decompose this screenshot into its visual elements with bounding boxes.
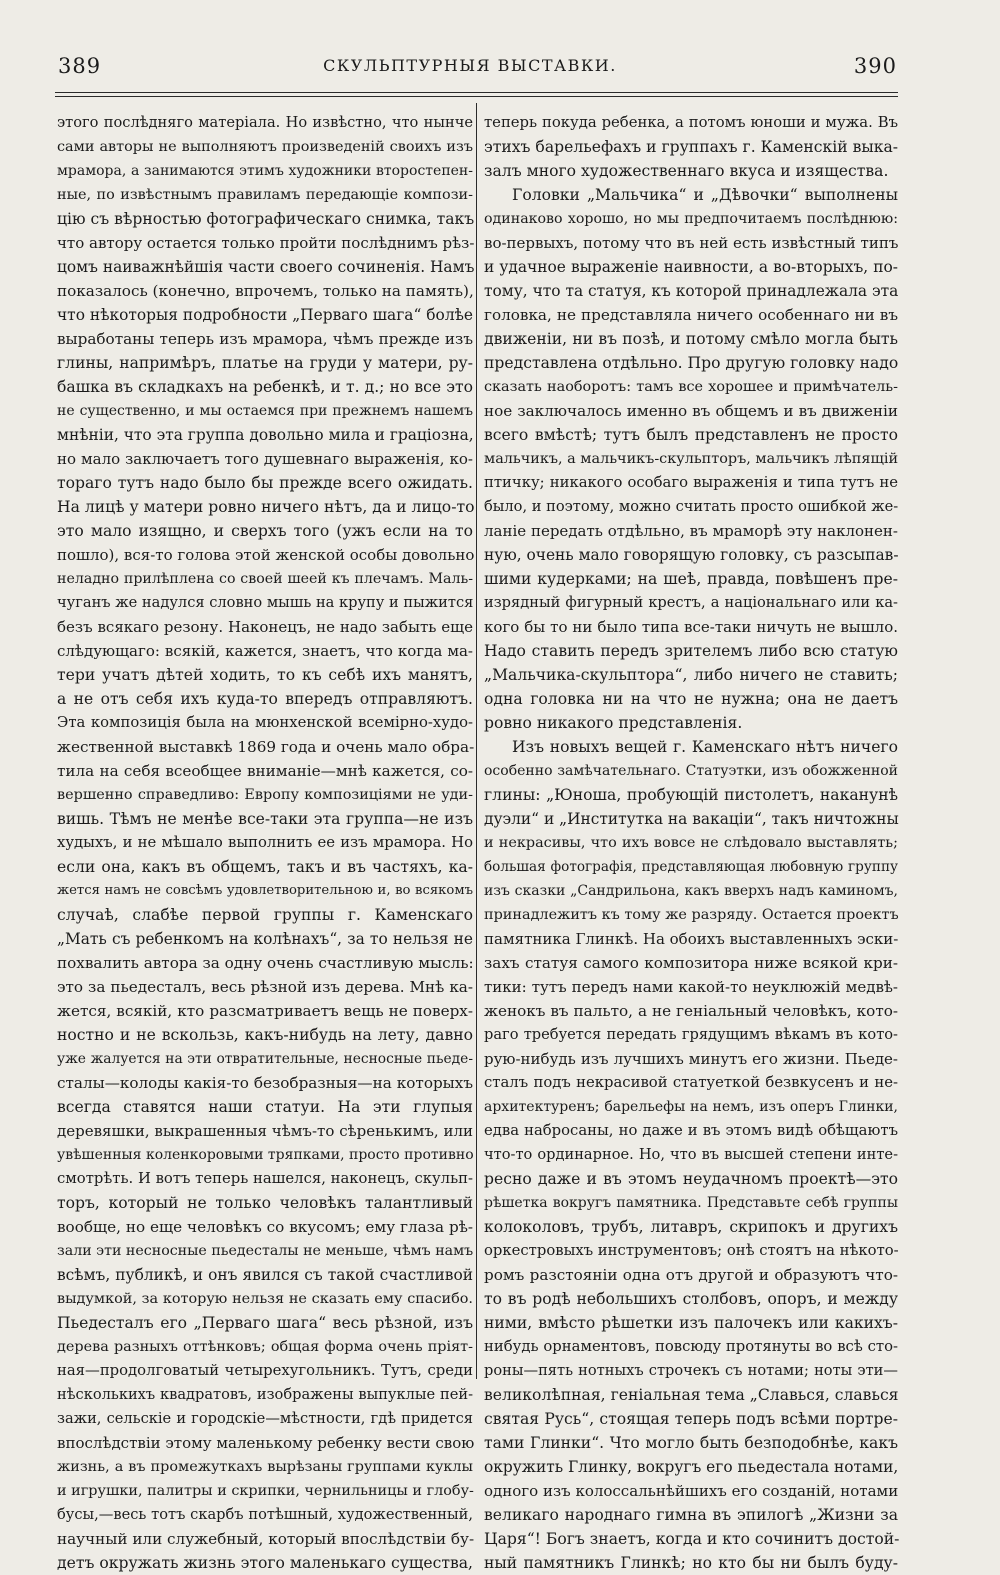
text-line: святая Русь“, стоящая теперь подъ всѣми портре- <box>484 1410 898 1428</box>
text-line: сами авторы не выполняютъ произведеній своихъ изъ <box>57 139 473 155</box>
text-line: зали эти несносные пьедесталы не меньше, чѣмъ намъ <box>57 1243 474 1259</box>
text-line: глины: „Юноша, пробующій пистолетъ, наканунѣ <box>484 786 898 804</box>
running-title: СКУЛЬПТУРНЫЯ ВЫСТАВКИ. <box>323 56 617 75</box>
text-line: мальчикъ, а мальчикъ-скульпторъ, мальчикъ лѣпящій <box>484 451 899 467</box>
text-line: вообще, но еще человѣкъ со вкусомъ; ему глаза рѣ- <box>57 1218 473 1236</box>
text-line: детъ окружать жизнь этого маленькаго существа, <box>57 1554 473 1572</box>
text-line: всего вмѣстѣ; тутъ былъ представленъ не просто <box>484 426 898 444</box>
text-line: тораго тутъ надо было бы прежде всего ожидать. <box>57 474 473 492</box>
text-line: тому, что та статуя, къ которой принадлежала эта <box>484 282 899 300</box>
text-line: движеніи, ни въ позѣ, и потому смѣло могла быть <box>484 330 898 348</box>
text-line: окружить Глинку, вокругъ его пьедестала нотами, <box>484 1458 899 1476</box>
text-line: изрядный фигурный крестъ, а національнаго или ка- <box>484 594 898 611</box>
text-line: Головки „Мальчика“ и „Дѣвочки“ выполнены <box>512 186 898 204</box>
text-line: ними, вмѣсто рѣшетки изъ палочекъ или какихъ- <box>484 1314 898 1332</box>
text-line: случаѣ, слабѣе первой группы г. Каменскаго <box>57 906 473 924</box>
text-line: ланіе передать отдѣльно, въ мраморѣ эту наклонен- <box>484 522 898 540</box>
text-line: выдумкой, за которую нельзя не сказать ему спасибо. <box>57 1291 473 1307</box>
text-line: и игрушки, палитры и скрипки, чернильницы и глобу- <box>57 1483 474 1499</box>
left-text-column <box>57 111 475 1572</box>
text-line: дерева разныхъ оттѣнковъ; общая форма очень пріят- <box>57 1339 473 1355</box>
text-line: кого бы то ни было типа все-таки ничуть не вышло. <box>484 618 898 636</box>
text-line: захъ статуя самого композитора ниже всякой кри- <box>484 954 898 972</box>
left-page-number: 389 <box>58 54 102 78</box>
text-line: тики: тутъ передъ нами какой-то неуклюжій медвѣ- <box>484 978 898 996</box>
text-line: нѣсколькихъ квадратовъ, изображены выпуклые пей- <box>57 1386 473 1403</box>
text-line: На лицѣ у матери ровно ничего нѣтъ, да и лицо-то <box>57 498 475 516</box>
text-line: цію съ вѣрностью фотографическаго снимка, такъ <box>57 210 475 228</box>
text-line: тами Глинки“. Что могло быть безподобнѣе, какъ <box>484 1434 898 1452</box>
text-line: всѣмъ, публикѣ, и онъ явился съ такой счастливой <box>57 1266 473 1284</box>
text-line: что нѣкоторыя подробности „Перваго шага“ болѣе <box>57 306 473 324</box>
text-line: тила на себя всеобщее вниманіе—мнѣ кажется, со- <box>57 762 473 780</box>
text-line: и удачное выраженіе наивности, а во-вторыхъ, по- <box>484 258 898 276</box>
text-line: шими кудерками; на шеѣ, правда, повѣшенъ пре- <box>484 570 898 588</box>
text-line: но мало заключаетъ того душевнаго выраженія, ко- <box>57 450 473 468</box>
text-line: впослѣдствіи этому маленькому ребенку вести свою <box>57 1434 475 1452</box>
text-line: это за пьедесталъ, весь рѣзной изъ дерева. Мнѣ ка- <box>57 978 473 996</box>
text-line: ную, очень мало говорящую головку, съ разсыпав- <box>484 546 899 564</box>
text-line: ный памятникъ Глинкѣ; но кто бы ни былъ буду- <box>484 1554 898 1572</box>
text-line: этого послѣдняго матеріала. Но извѣстно, что нынче <box>57 114 473 131</box>
text-line: увѣшенныя коленкоровыми тряпками, просто противно <box>57 1147 474 1163</box>
text-line: что-то ординарное. Но, что въ высшей степени инте- <box>484 1146 898 1163</box>
text-line: ромъ разстояніи одна отъ другой и образуютъ что- <box>484 1266 898 1284</box>
text-line: деревяшки, выкрашенныя чѣмъ-то сѣренькимъ, или <box>57 1122 473 1140</box>
text-line: торъ, который не только человѣкъ талантливый <box>57 1194 473 1212</box>
text-line: одного изъ колоссальнѣйшихъ его созданій, нотами <box>484 1482 899 1500</box>
text-line: оркестровыхъ инструментовъ; онѣ стоятъ на нѣкото- <box>484 1242 899 1259</box>
text-line: роны—пять нотныхъ строчекъ съ нотами; ноты эти— <box>484 1362 898 1379</box>
text-line: сталъ подъ некрасивой статуеткой безвкусенъ и не- <box>484 1074 898 1091</box>
text-line: головка, не представляла ничего особеннаго ни въ <box>484 306 898 324</box>
text-line: ровно никакого представленія. <box>484 714 743 732</box>
text-line: во-первыхъ, потому что въ ней есть извѣстный типъ <box>484 234 899 252</box>
text-line: Пьедесталъ его „Перваго шага“ весь рѣзной, изъ <box>57 1314 473 1332</box>
text-line: выработаны теперь изъ мрамора, чѣмъ прежде изъ <box>57 330 473 348</box>
text-line: бусы,—весь тотъ скарбъ потѣшный, художественный, <box>57 1506 473 1523</box>
text-line: Эта композиція была на мюнхенской всемірно-худо- <box>57 714 473 731</box>
text-line: худыхъ, и не мѣшало выполнить ее изъ мрамора. Но <box>57 834 473 851</box>
text-line: ресно даже и въ этомъ неудачномъ проектѣ—это <box>484 1170 898 1188</box>
text-line: дуэли“ и „Институтка на вакаціи“, такъ ничтожны <box>484 810 899 828</box>
text-line: Изъ новыхъ вещей г. Каменскаго нѣтъ ничего <box>512 738 898 756</box>
text-line: Надо ставить передъ зрителемъ либо всю статую <box>484 642 898 660</box>
column-divider <box>476 103 477 1379</box>
text-line: смотрѣть. И вотъ теперь нашелся, наконецъ, скульп- <box>57 1170 473 1187</box>
text-line: принадлежитъ къ тому же разряду. Остается проектъ <box>484 907 899 923</box>
text-line: едва набросаны, но даже и въ этомъ видѣ обѣщаютъ <box>484 1122 898 1139</box>
text-line: большая фотографія, представляющая любовную группу <box>484 859 898 875</box>
text-line: одна головка ни на что не нужна; она не даетъ <box>484 690 898 708</box>
text-line: цомъ наиважнѣйшія части своего сочиненія. Намъ <box>57 258 475 276</box>
text-line: глины, напримѣръ, платье на груди у матери, ру- <box>57 354 473 372</box>
text-line: тери учатъ дѣтей ходить, то къ себѣ ихъ манятъ, <box>57 666 473 684</box>
text-line: что автору остается только пройти послѣднимъ рѣз- <box>57 234 475 252</box>
text-line: жется, всякій, кто разсматриваетъ вещь не поверх- <box>57 1002 473 1020</box>
text-line: залъ много художественнаго вкуса и изящества. <box>484 162 889 180</box>
text-line: жется намъ не совсѣмъ удовлетворительною и, во всякомъ <box>57 883 473 898</box>
header-rule <box>55 92 898 93</box>
text-line: изъ сказки „Сандрильона, какъ вверхъ надъ каминомъ, <box>484 883 898 899</box>
text-line: колоколовъ, трубъ, литавръ, скрипокъ и другихъ <box>484 1218 898 1236</box>
text-line: великаго народнаго гимна въ эпилогѣ „Жизни за <box>484 1506 898 1524</box>
text-line: показалось (конечно, впрочемъ, только на память), <box>57 282 474 300</box>
text-line: похвалить автора за одну очень счастливую мысль: <box>57 954 474 972</box>
text-line: было, и поэтому, можно считать просто ошибкой же- <box>484 498 899 515</box>
right-text-column <box>484 111 900 1572</box>
text-line: жизнь, а въ промежуткахъ вырѣзаны группами куклы <box>57 1459 473 1475</box>
text-line: это мало изящно, и сверхъ того (ужъ если на то <box>57 522 473 540</box>
text-line: сказать наоборотъ: тамъ все хорошее и примѣчатель- <box>484 379 898 395</box>
text-line: „Мальчика-скульптора“, либо ничего не ставить; <box>484 666 898 684</box>
text-line: а не отъ себя ихъ куда-то впередъ отправляютъ. <box>57 690 473 708</box>
text-line: башка въ складкахъ на ребенкѣ, и т. д.; но все это <box>57 378 473 396</box>
text-line: мрамора, а занимаются этимъ художники второстепен- <box>57 163 473 179</box>
text-line: слѣдующаго: всякій, кажется, знаетъ, что когда ма- <box>57 642 473 660</box>
text-line: ные, по извѣстнымъ правиламъ передающіе компози- <box>57 187 473 203</box>
text-line: научный или служебный, который впослѣдствіи бу- <box>57 1530 475 1548</box>
text-line: мнѣніи, что эта группа довольно мила и граціозна, <box>57 426 474 444</box>
text-line: рую-нибудь изъ лучшихъ минутъ его жизни. Пьеде- <box>484 1050 898 1068</box>
text-line: памятника Глинкѣ. На обоихъ выставленныхъ эски- <box>484 930 899 948</box>
text-line: и некрасивы, что ихъ вовсе не слѣдовало выставлять; <box>484 835 898 851</box>
text-line: уже жалуется на эти отвратительные, несносные пьеде- <box>57 1051 473 1067</box>
text-line: чуганъ же надулся словно мышь на крупу и пыжится <box>57 594 474 611</box>
text-line: ное заключалось именно въ общемъ и въ движеніи <box>484 402 898 420</box>
text-line: ностно и не вскользь, какъ-нибудь на лету, давно <box>57 1026 473 1044</box>
text-line: сталы—колоды какія-то безобразныя—на которыхъ <box>57 1074 473 1092</box>
text-line: неладно прилѣплена со своей шеей къ плечамъ. Маль- <box>57 571 473 587</box>
text-line: этихъ барельефахъ и группахъ г. Каменскій выка- <box>484 138 899 156</box>
text-line: рѣшетка вокругъ памятника. Представьте себѣ группы <box>484 1195 898 1211</box>
text-line: ная—продолговатый четырехугольникъ. Тутъ, среди <box>57 1362 473 1379</box>
text-line: птичку; никакого особаго выраженія и типа тутъ не <box>484 474 898 491</box>
text-line: нибудь орнаментовъ, повсюду протянуты во всѣ сто- <box>484 1338 898 1355</box>
text-line: теперь покуда ребенка, а потомъ юноши и мужа. Въ <box>484 114 898 131</box>
text-line: не существенно, и мы остаемся при прежнемъ нашемъ <box>57 403 473 419</box>
text-line: то въ родѣ небольшихъ столбовъ, опоръ, и между <box>484 1290 898 1308</box>
text-line: женокъ въ пальто, а не геніальный человѣкъ, кото- <box>484 1002 898 1020</box>
text-line: представлена отдѣльно. Про другую головку надо <box>484 354 899 372</box>
text-line: вишь. Тѣмъ не менѣе все-таки эта группа—не изъ <box>57 810 473 828</box>
text-line: безъ всякаго резону. Наконецъ, не надо забыть еще <box>57 618 473 636</box>
text-line: особенно замѣчательнаго. Статуэтки, изъ обожженной <box>484 763 898 779</box>
text-line: одинаково хорошо, но мы предпочитаемъ послѣднюю: <box>484 211 898 227</box>
text-line: „Мать съ ребенкомъ на колѣнахъ“, за то нельзя не <box>57 930 473 948</box>
text-line: жественной выставкѣ 1869 года и очень мало обра- <box>57 738 475 756</box>
text-line: вершенно справедливо: Европу композиціями не уди- <box>57 787 473 803</box>
text-line: великолѣпная, геніальная тема „Славься, славься <box>484 1386 899 1404</box>
right-page-number: 390 <box>853 54 897 78</box>
text-line: пошло), вся-то голова этой женской особы довольно <box>57 546 475 564</box>
text-line: всегда ставятся наши статуи. На эти глупыя <box>57 1098 473 1116</box>
text-line: Царя“! Богъ знаетъ, когда и кто сочинитъ достой- <box>484 1530 900 1548</box>
text-line: зажи, сельскіе и городскіе—мѣстности, гдѣ придется <box>57 1410 473 1427</box>
text-line: если она, какъ въ общемъ, такъ и въ частяхъ, ка- <box>57 858 473 876</box>
text-line: архитектуренъ; барельефы на немъ, изъ оперъ Глинки, <box>484 1099 898 1115</box>
header-rule-thin <box>55 96 898 97</box>
text-line: раго требуется передать грядущимъ вѣкамъ въ кото- <box>484 1026 898 1043</box>
